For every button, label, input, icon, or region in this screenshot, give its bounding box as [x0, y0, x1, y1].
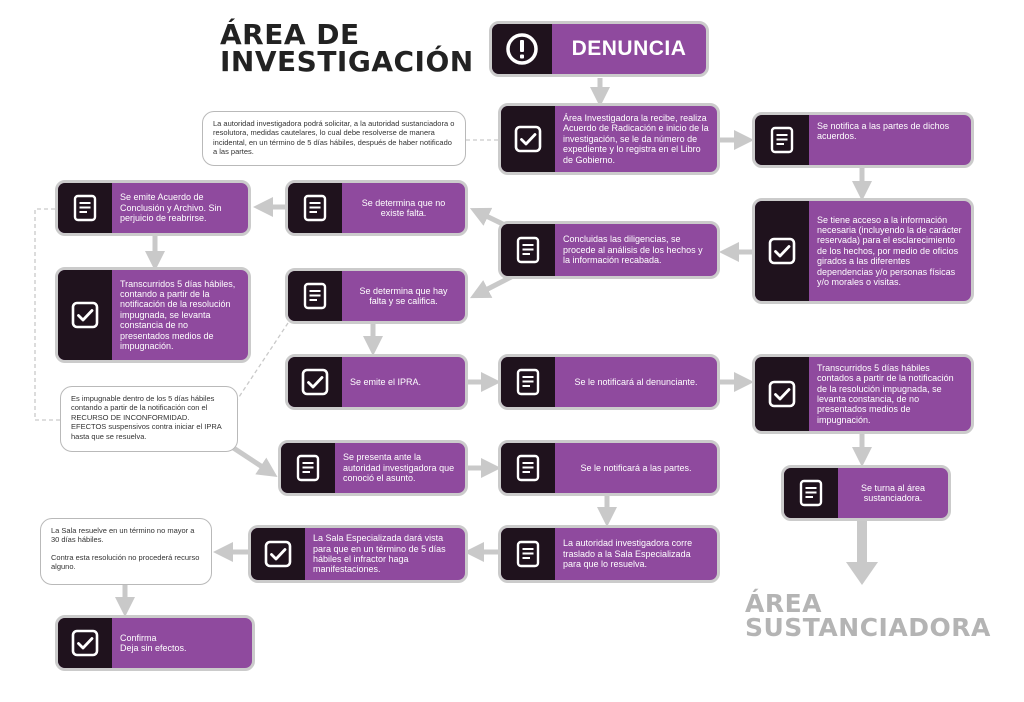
node-acceso-info	[752, 198, 974, 304]
node-hay-falta	[285, 268, 468, 324]
node-acuerdo-conclusion	[55, 180, 251, 236]
checkbox-icon	[501, 106, 555, 172]
area-investigacion-title: ÁREA DE INVESTIGACIÓN	[220, 18, 474, 78]
note-medidas-text: La autoridad investigadora podrá solicitar, a la autoridad sustanciadora o resolutora, medidas cautelares, lo cual debe resolverse de manera incidental, en un término de 5 días hábiles, después de haber notificado a las partes.	[213, 119, 455, 157]
node-ipra-text: Se emite el IPRA.	[350, 376, 422, 387]
note-sala-text-2: Contra esta resolución no procederá recurso alguno.	[51, 552, 200, 572]
note-medidas-cautelares	[202, 111, 466, 166]
denuncia-box	[489, 21, 709, 77]
document-icon	[58, 183, 112, 233]
exclamation-circle-icon	[492, 24, 552, 74]
checkbox-icon	[58, 618, 112, 668]
node-no-falta	[285, 180, 468, 236]
checkbox-icon	[251, 528, 305, 580]
node-confirma	[55, 615, 255, 671]
denuncia-label: DENUNCIA	[571, 37, 687, 60]
node-acuerdo-conclusion-text: Se emite Acuerdo de Conclusión y Archivo. Sin perjuicio de reabrirse.	[120, 192, 222, 224]
node-transcurridos-der	[752, 354, 974, 434]
node-transcurridos-der-text: Transcurridos 5 días hábiles contados a partir de la notificación de la resolución impugnada, se levanta constancia, de no presentados medios de impugnación.	[817, 362, 954, 425]
checkbox-icon	[755, 201, 809, 301]
note-impugnable-text-2: EFECTOS suspensivos contra iniciar el IPRA hasta que se resuelva.	[71, 422, 222, 441]
node-transcurridos-izq	[55, 267, 251, 363]
node-notifica-partes	[752, 112, 974, 168]
arrow-to-sustanciadora-head	[846, 562, 878, 585]
note-sala-text-1: La Sala resuelve en un término no mayor a 30 días hábiles.	[51, 526, 195, 545]
node-sala-vista-text: La Sala Especializada dará vista para que en un término de 5 días hábiles el infractor haga manifestaciones.	[313, 533, 446, 575]
document-icon	[288, 271, 342, 321]
arrow-nota-presenta	[232, 447, 270, 472]
node-transcurridos-izq-text: Transcurridos 5 días hábiles, contando a partir de la notificación de la resolución impugnada, se levanta constancia de no presentados medios de impugnación.	[120, 278, 236, 351]
node-concluidas	[498, 221, 720, 279]
node-presenta-text: Se presenta ante la autoridad investigadora que conoció el asunto.	[343, 452, 455, 484]
node-corre-traslado	[498, 525, 720, 583]
node-notifica-denunciante-text: Se le notificará al denunciante.	[574, 376, 698, 387]
node-turna	[781, 465, 951, 521]
document-icon	[288, 183, 342, 233]
node-notifica-denunciante	[498, 354, 720, 410]
node-radicacion	[498, 103, 720, 175]
checkbox-icon	[58, 270, 112, 360]
note-impugnable	[60, 386, 238, 452]
node-notifica-partes-text: Se notifica a las partes de dichos acuerdos.	[817, 121, 950, 142]
node-acceso-info-text: Se tiene acceso a la información necesaria (incluyendo la de carácter reservada) para el esclarecimiento de los hechos, por medio de oficios girados a las diferentes dependencias y/o personas físicas y/o morales o visitas.	[817, 214, 962, 287]
area-sustanciadora-title: ÁREA SUSTANCIADORA	[745, 589, 991, 642]
node-presenta	[278, 440, 468, 496]
node-hay-falta-text: Se determina que hay falta y se califica.	[359, 285, 448, 306]
node-turna-text: Se turna al área sustanciadora.	[860, 482, 926, 503]
document-icon	[281, 443, 335, 493]
checkbox-icon	[755, 357, 809, 431]
document-icon	[501, 357, 555, 407]
node-notifica-partes-2	[498, 440, 720, 496]
document-icon	[501, 443, 555, 493]
checkbox-icon	[288, 357, 342, 407]
note-impugnable-text-1: Es impugnable dentro de los 5 días hábiles contando a partir de la notificación con el RECURSO DE INCONFORMIDAD.	[71, 394, 215, 422]
node-confirma-text: Confirma Deja sin efectos.	[120, 632, 187, 653]
node-ipra	[285, 354, 468, 410]
node-corre-traslado-text: La autoridad investigadora corre traslado a la Sala Especializada para que lo resuelva.	[563, 538, 693, 570]
note-sala-resuelve	[40, 518, 212, 585]
node-concluidas-text: Concluidas las diligencias, se procede al análisis de los hechos y la información recabada.	[563, 234, 703, 266]
node-sala-vista	[248, 525, 468, 583]
node-notifica-partes-2-text: Se le notificará a las partes.	[580, 462, 692, 473]
node-radicacion-text: Área Investigadora la recibe, realiza Acuerdo de Radicación e inicio de la investigación, se le da número de expediente y lo registra en el Libro de Gobierno.	[563, 113, 709, 165]
node-no-falta-text: Se determina que no existe falta.	[361, 197, 446, 218]
document-icon	[501, 528, 555, 580]
document-icon	[784, 468, 838, 518]
document-icon	[501, 224, 555, 276]
document-icon	[755, 115, 809, 165]
